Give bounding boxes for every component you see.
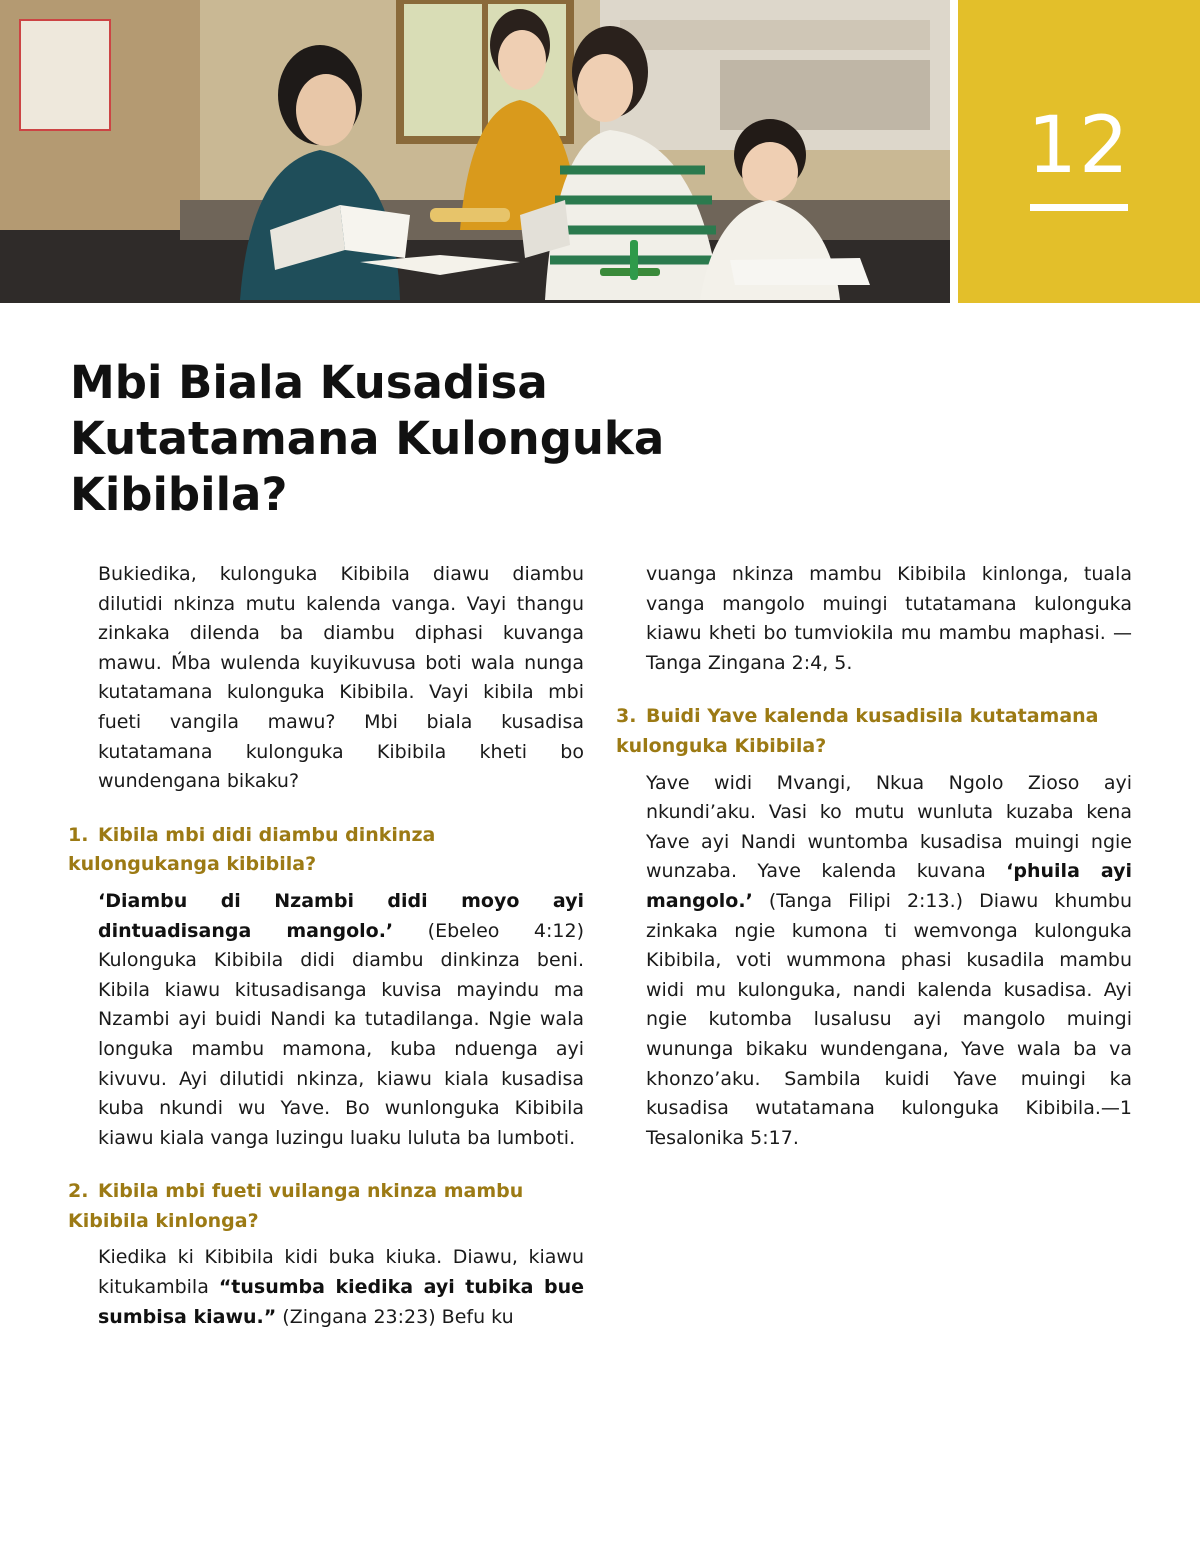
answer-1-bold: ‘Diambu di Nzambi didi moyo ayi dintuadisanga mangolo.’ [98,889,584,942]
page-title [70,355,790,523]
lesson-number: 12 [1027,101,1131,191]
right-column [616,560,1132,1153]
title-line-1: Mbi Biala Kusadisa [70,356,548,409]
question-3-text: Buidi Yave kalenda kusadisila kutatamana kulonguka Kibibila? [616,705,1099,757]
intro-paragraph: Bukiedika, kulonguka Kibibila diawu diambu dilutidi nkinza mutu kalenda vanga. Vayi thangu zinkaka dilenda ba diambu diphasi kuvanga mawu. Ḿba wulenda kuyikuvusa boti wala nunga kutatamana kulonguka Kibibila. Vayi kibila mbi fueti vangila mawu? Mbi biala kusadisa kutatamana kulonguka Kibibila kheti bo wundengana bikaku? [98,563,584,793]
question-1-number: 1. [68,823,89,846]
answer-3-text-before: Yave widi Mvangi, Nkua Ngolo Zioso ayi nkundi’aku. Vasi ko mutu wunluta kuzaba kena Yave ayi Nandi wuntomba kusadisa muingi ngie wunzaba. Yave kalenda kuvana [646,771,1132,883]
right-column-flow [616,560,1132,1153]
answer-3-text-after: (Tanga Filipi 2:13.) Diawu khumbu zinkaka ngie kumona ti wemvonga kulonguka Kibibila, voti wummona phasi kusadila mambu widi mu kulonguka, nandi kalenda kusadisa. Ayi ngie kutomba lusalusu ayi mangolo muingi wununga bikaku wundengana, Yave wala ba va khonzo’aku. Sambila kuidi Yave muingi ka kusadisa wutatamana kulonguka Kibibila.—1 Tesalonika 5:17. [646,889,1132,1149]
title-line-2: Kutatamana Kulonguka [70,412,665,465]
question-2-text: Kibila mbi fueti vuilanga nkinza mambu Kibibila kinlonga? [68,1180,524,1232]
answer-2-continued: vuanga nkinza mambu Kibibila kinlonga, tuala vanga mangolo muingi tutatamana kulonguka kiawu kheti bo tumviokila mu mambu maphasi. —Tanga Zingana 2:4, 5. [646,563,1132,674]
answer-2-text-after: (Zingana 23:23) Befu ku [276,1305,514,1328]
question-1-text: Kibila mbi didi diambu dinkinza kulongukanga kibibila? [68,823,436,876]
title-line-3: Kibibila? [70,468,288,521]
question-3-number: 3. [616,705,637,728]
left-column [68,560,585,1332]
lesson-number-underline [1030,204,1128,211]
question-1 [68,821,584,880]
answer-2-bold: “tusumba kiedika ayi tubika bue sumbisa kiawu.” [98,1276,584,1328]
question-2-number: 2. [68,1180,89,1203]
answer-1-paragraph [98,887,584,1153]
answer-2-paragraph [98,1243,584,1332]
answer-3-paragraph [646,769,1132,1154]
question-2 [68,1177,584,1236]
hero-photo [0,0,950,303]
question-3 [616,702,1132,761]
answer-2-text-before: Kiedika ki Kibibila kidi buka kiuka. Diawu, kiawu kitukambila [98,1246,584,1299]
family-bible-study-illustration [0,0,950,303]
answer-3-bold: ‘phuila ayi mangolo.’ [646,860,1132,912]
lesson-number-badge [958,0,1200,303]
answer-1-text: (Ebeleo 4:12) Kulonguka Kibibila didi diambu dinkinza beni. Kibila kiawu kitusadisanga kuvisa mayindu ma Nzambi ayi buidi Nandi ka tutadilanga. Ngie wala longuka mambu mamona, kuba nduenga ayi kivuvu. Ayi dilutidi nkinza, kiawu kiala kusadisa kuba nkundi wu Yave. Bo wunlonguka Kibibila kiawu kiala vanga luzingu luaku luluta ba lumboti. [98,919,585,1149]
